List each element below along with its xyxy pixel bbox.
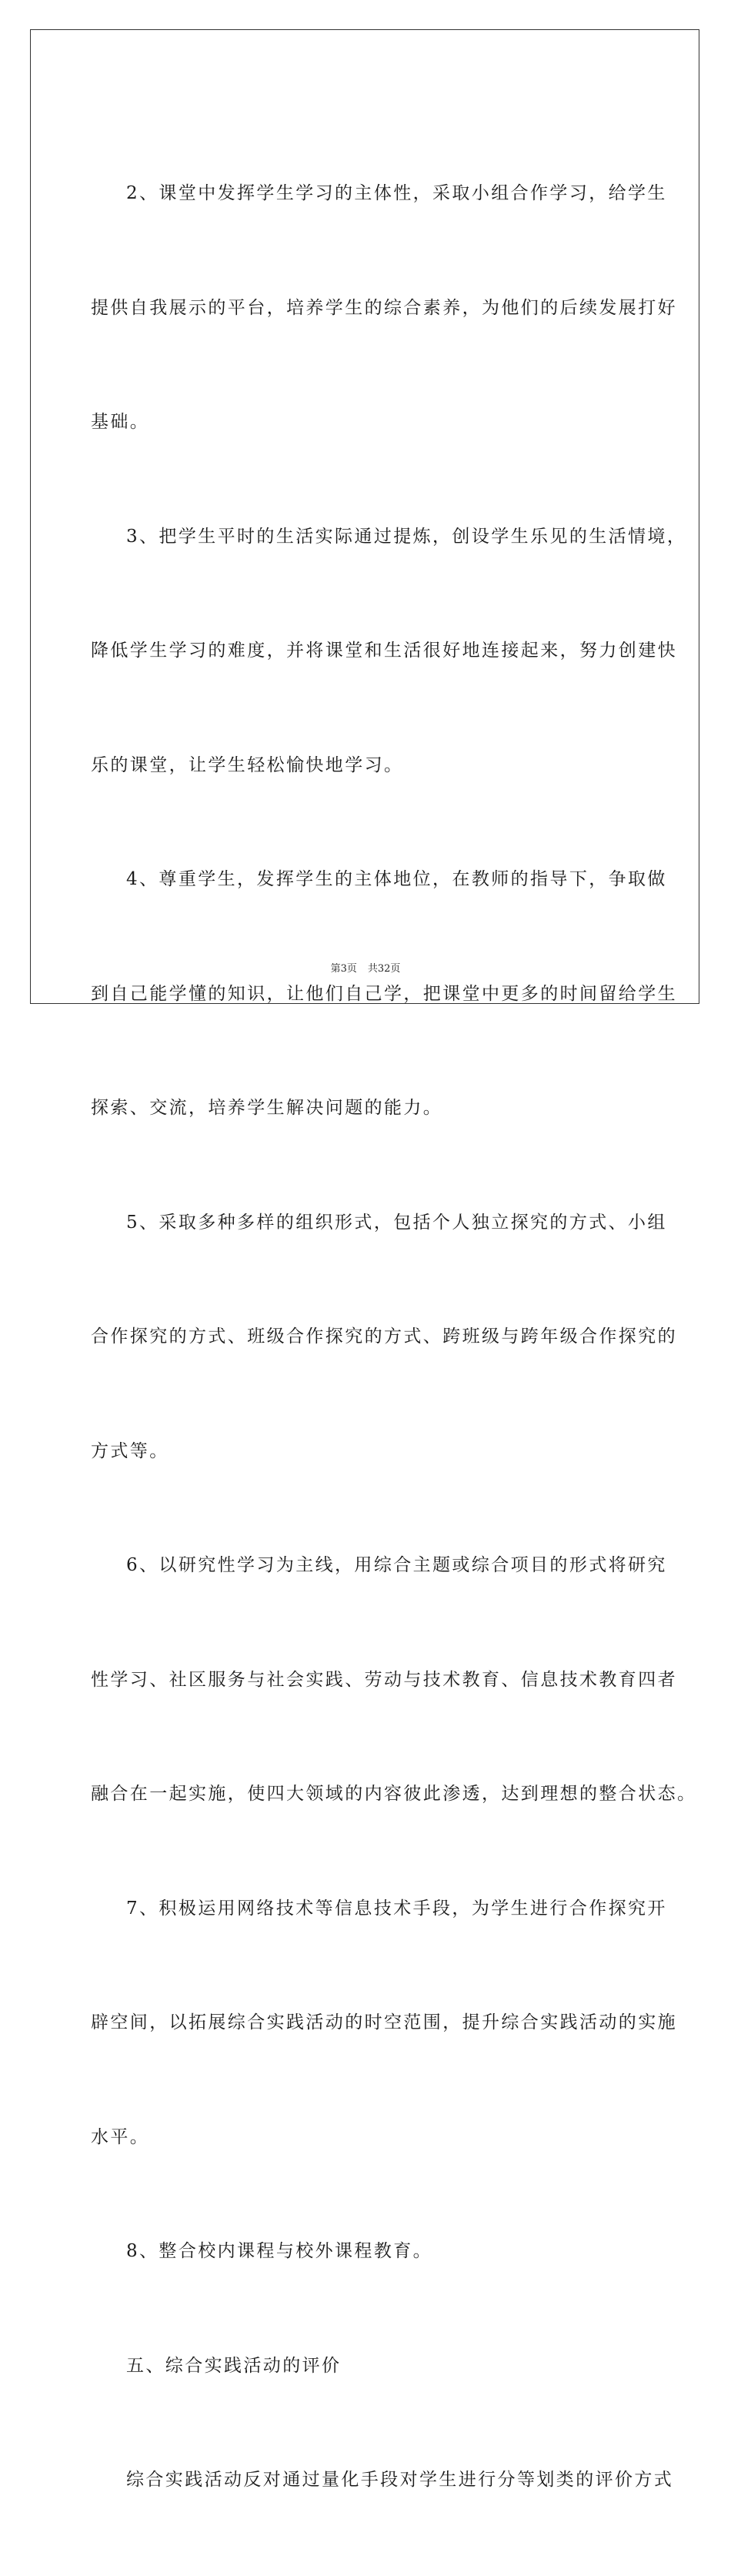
text-line: 辟空间，以拓展综合实践活动的时空范围，提升综合实践活动的实施	[91, 2012, 677, 2032]
page-total: 共32页	[367, 963, 401, 975]
text-line: 2、课堂中发挥学生学习的主体性，采取小组合作学习，给学生	[126, 183, 667, 203]
text-line: 提供自我展示的平台，培养学生的综合素养，为他们的后续发展打好	[91, 297, 677, 318]
text-line: 探索、交流，培养学生解决问题的能力。	[91, 1098, 443, 1118]
text-line: 3、把学生平时的生活实际通过提炼，创设学生乐见的生活情境，	[126, 526, 687, 547]
section-heading: 五、综合实践活动的评价	[126, 2355, 342, 2376]
text-line: 性学习、社区服务与社会实践、劳动与技术教育、信息技术教育四者	[91, 1669, 677, 1690]
document-body	[91, 99, 697, 2576]
text-line: 到自己能学懂的知识，让他们自己学，把课堂中更多的时间留给学生	[91, 983, 677, 1004]
text-line: 降低学生学习的难度，并将课堂和生活很好地连接起来，努力创建快	[91, 641, 677, 661]
text-line: 方式等。	[91, 1440, 169, 1461]
text-line: 乐的课堂，让学生轻松愉快地学习。	[91, 754, 404, 775]
text-line: 融合在一起实施，使四大领域的内容彼此渗透，达到理想的整合状态。	[91, 1784, 697, 1804]
text-line: 5、采取多种多样的组织形式，包括个人独立探究的方式、小组	[126, 1212, 667, 1233]
page-number: 第3页	[330, 963, 357, 975]
paragraph-text	[91, 99, 697, 2576]
text-line: 8、整合校内课程与校外课程教育。	[126, 2241, 433, 2261]
text-line: 6、以研究性学习为主线，用综合主题或综合项目的形式将研究	[126, 1555, 667, 1575]
text-line: 基础。	[91, 412, 150, 432]
text-line: 水平。	[91, 2126, 150, 2147]
text-line: 4、尊重学生，发挥学生的主体地位，在教师的指导下，争取做	[126, 869, 667, 889]
text-line: 7、积极运用网络技术等信息技术手段，为学生进行合作探究开	[126, 1898, 667, 1919]
text-line: 综合实践活动反对通过量化手段对学生进行分等划类的评价方式	[126, 2470, 674, 2490]
page-footer	[0, 960, 731, 975]
text-line: 合作探究的方式、班级合作探究的方式、跨班级与跨年级合作探究的	[91, 1326, 677, 1347]
